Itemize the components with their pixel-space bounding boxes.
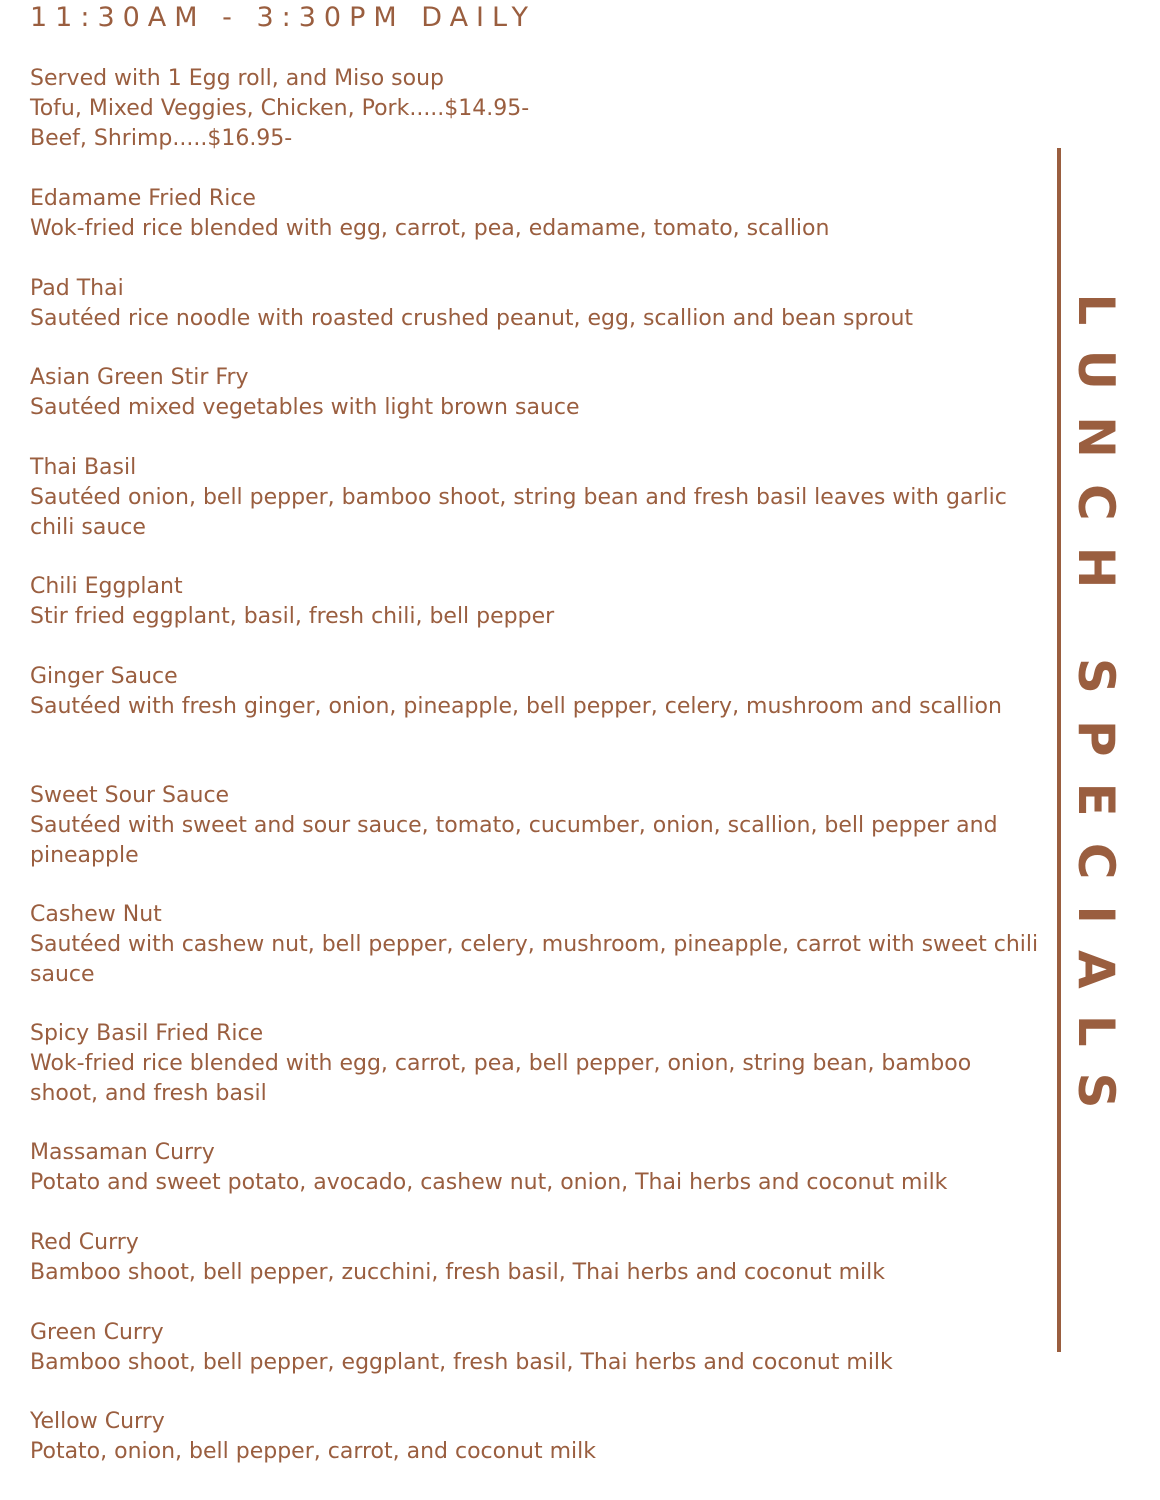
menu-item-description: Bamboo shoot, bell pepper, zucchini, fresh basil, Thai herbs and coconut milk — [30, 1260, 885, 1285]
menu-item-name: Chili Eggplant — [30, 574, 183, 599]
menu-item-name: Red Curry — [30, 1230, 139, 1255]
lunch-specials-title: LUNCH SPECIALS — [1067, 293, 1125, 1135]
intro-price-tier-1: Tofu, Mixed Veggies, Chicken, Pork.....$14.95- — [30, 96, 530, 121]
menu-item-description: Wok-fried rice blended with egg, carrot, pea, edamame, tomato, scallion — [30, 216, 830, 241]
menu-item-name: Sweet Sour Sauce — [30, 783, 230, 808]
menu-item — [30, 1019, 1040, 1109]
menu-item — [30, 1318, 1040, 1378]
menu-item-description: Sautéed mixed vegetables with light brown sauce — [30, 395, 580, 420]
menu-item — [30, 781, 1040, 871]
menu-item-name: Cashew Nut — [30, 902, 162, 927]
intro-price-tier-2: Beef, Shrimp.....$16.95- — [30, 126, 293, 151]
menu-item-description: Sautéed with cashew nut, bell pepper, celery, mushroom, pineapple, carrot with sweet chili sauce — [30, 932, 1039, 987]
menu-item-description: Sautéed with sweet and sour sauce, tomato, cucumber, onion, scallion, bell pepper and pineapple — [30, 813, 998, 868]
menu-item-description: Potato, onion, bell pepper, carrot, and coconut milk — [30, 1439, 597, 1464]
menu-item-description: Sautéed onion, bell pepper, bamboo shoot, string bean and fresh basil leaves with garlic chili sauce — [30, 485, 1007, 540]
menu-item-name: Massaman Curry — [30, 1140, 215, 1165]
hours-heading: 11:30AM - 3:30PM DAILY — [30, 2, 536, 33]
intro-served-with: Served with 1 Egg roll, and Miso soup — [30, 66, 444, 91]
menu-item — [30, 1407, 1040, 1467]
menu-item-description: Sautéed rice noodle with roasted crushed peanut, egg, scallion and bean sprout — [30, 306, 914, 331]
vertical-divider — [1057, 148, 1061, 1352]
menu-item — [30, 1138, 1040, 1198]
menu-item — [30, 274, 1040, 334]
menu-item-description: Stir fried eggplant, basil, fresh chili, bell pepper — [30, 604, 555, 629]
menu-item-description: Wok-fried rice blended with egg, carrot, pea, bell pepper, onion, string bean, bamboo shoot, and fresh basil — [30, 1051, 972, 1106]
menu-item-name: Ginger Sauce — [30, 664, 178, 689]
menu-item — [30, 1228, 1040, 1288]
menu-item — [30, 453, 1040, 543]
menu-item-name: Edamame Fried Rice — [30, 186, 256, 211]
menu-item-name: Spicy Basil Fried Rice — [30, 1021, 264, 1046]
menu-item — [30, 363, 1040, 423]
menu-item — [30, 900, 1040, 990]
menu-item-name: Yellow Curry — [30, 1409, 165, 1434]
menu-item — [30, 184, 1040, 244]
menu-item-description: Potato and sweet potato, avocado, cashew nut, onion, Thai herbs and coconut milk — [30, 1170, 948, 1195]
menu-item-name: Thai Basil — [30, 455, 137, 480]
menu-item-name: Green Curry — [30, 1320, 164, 1345]
menu-item-name: Pad Thai — [30, 276, 124, 301]
menu-item — [30, 572, 1040, 632]
menu-item-description: Sautéed with fresh ginger, onion, pineapple, bell pepper, celery, mushroom and scallion — [30, 694, 1002, 719]
lunch-intro — [30, 64, 529, 154]
menu-item-name: Asian Green Stir Fry — [30, 365, 249, 390]
menu-item — [30, 662, 1040, 722]
menu-item-description: Bamboo shoot, bell pepper, eggplant, fresh basil, Thai herbs and coconut milk — [30, 1350, 893, 1375]
